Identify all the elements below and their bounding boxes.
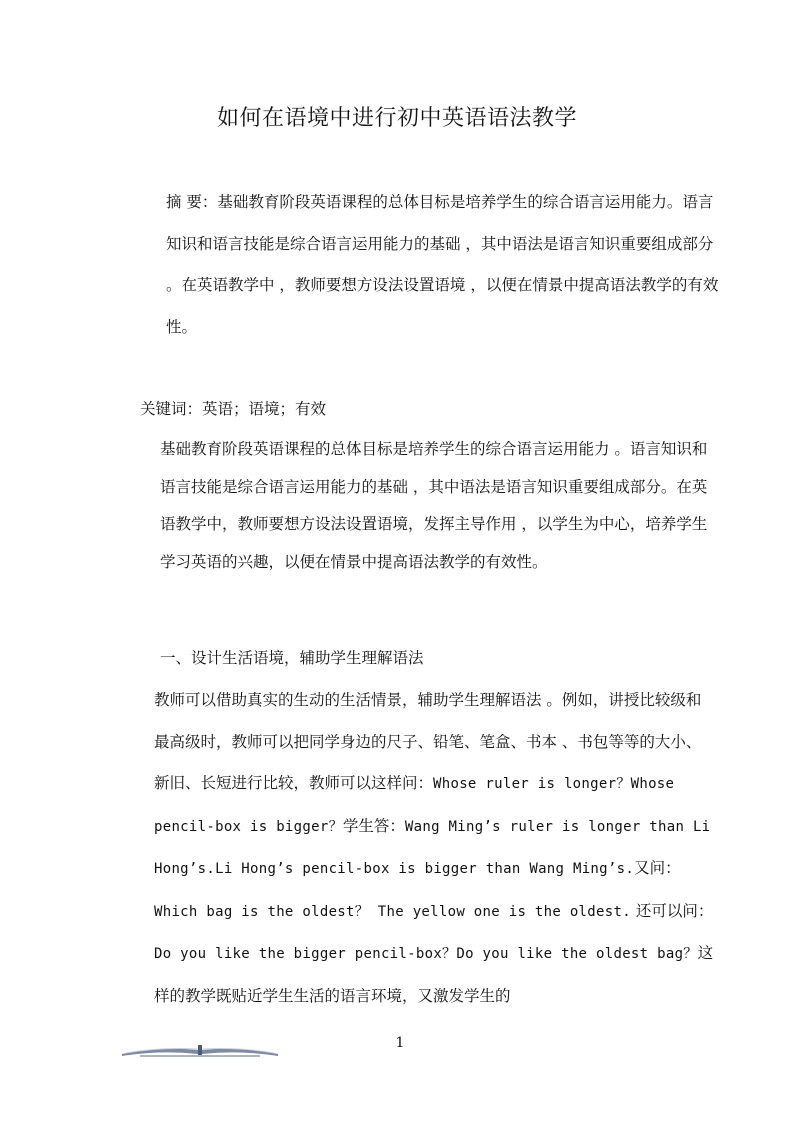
body-paragraph-2-part9: 这样的教学既贴近学生生活的语言环境，又激发学生的	[154, 944, 714, 1005]
page-number: 1	[395, 1035, 405, 1051]
open-book-icon	[120, 1038, 280, 1058]
keywords-line: 关键词：英语；语境；有效	[140, 400, 327, 418]
body-paragraph-2-part1: 教师可以借助真实的生动的生活情景，辅助学生理解语法 。例如，讲授比较级和最高级时，教师可以把同学身边的尺子、铅笔、笔盒、书本 、书包等等的大小、新旧、长短进行比较，教师可以这样问：	[154, 691, 702, 792]
section-heading-1: 一、设计生活语境，辅助学生理解语法	[160, 649, 424, 667]
abstract-paragraph: 摘 要：基础教育阶段英语课程的总体目标是培养学生的综合语言运用能力。语言知识和语言技能是综合语言运用能力的基础 ，其中语法是语言知识重要组成部分 。在英语教学中 ，教师要想方设法设置语境 ，以便在情景中提高语法教学的有效性。	[166, 193, 719, 336]
body-paragraph-1: 基础教育阶段英语课程的总体目标是培养学生的综合语言运用能力 。语言知识和语言技能是综合语言运用能力的基础 ，其中语法是语言知识重要组成部分。在英语教学中，教师要想方设法设置语境，发挥主导作用 ，以学生为中心，培养学生学习英语的兴趣，以便在情景中提高语法教学的有效性。	[160, 440, 708, 571]
body-paragraph-2-part5: 又问：	[634, 859, 681, 877]
body-paragraph-2-english-question: Whose ruler is longer？Whose pencil-box is bigger？	[154, 776, 675, 835]
body-paragraph-2-english-question-3: Do you like the bigger pencil-box？Do you like the oldest bag？	[154, 946, 698, 962]
body-paragraph-2-english-answer: Wang Ming’s ruler is longer than Li Hong’s.Li Hong’s pencil-box is bigger than Wang Ming’s.	[154, 818, 711, 877]
body-paragraph-2-english-question-2: Which bag is the oldest？ The yellow one is the oldest.	[154, 903, 631, 920]
body-paragraph-2	[120, 680, 714, 1017]
document-title: 如何在语境中进行初中英语语法教学	[216, 106, 577, 131]
body-paragraph-2-part3: 学生答：	[342, 816, 405, 835]
body-paragraph-2-part7: 还可以问：	[630, 901, 714, 920]
